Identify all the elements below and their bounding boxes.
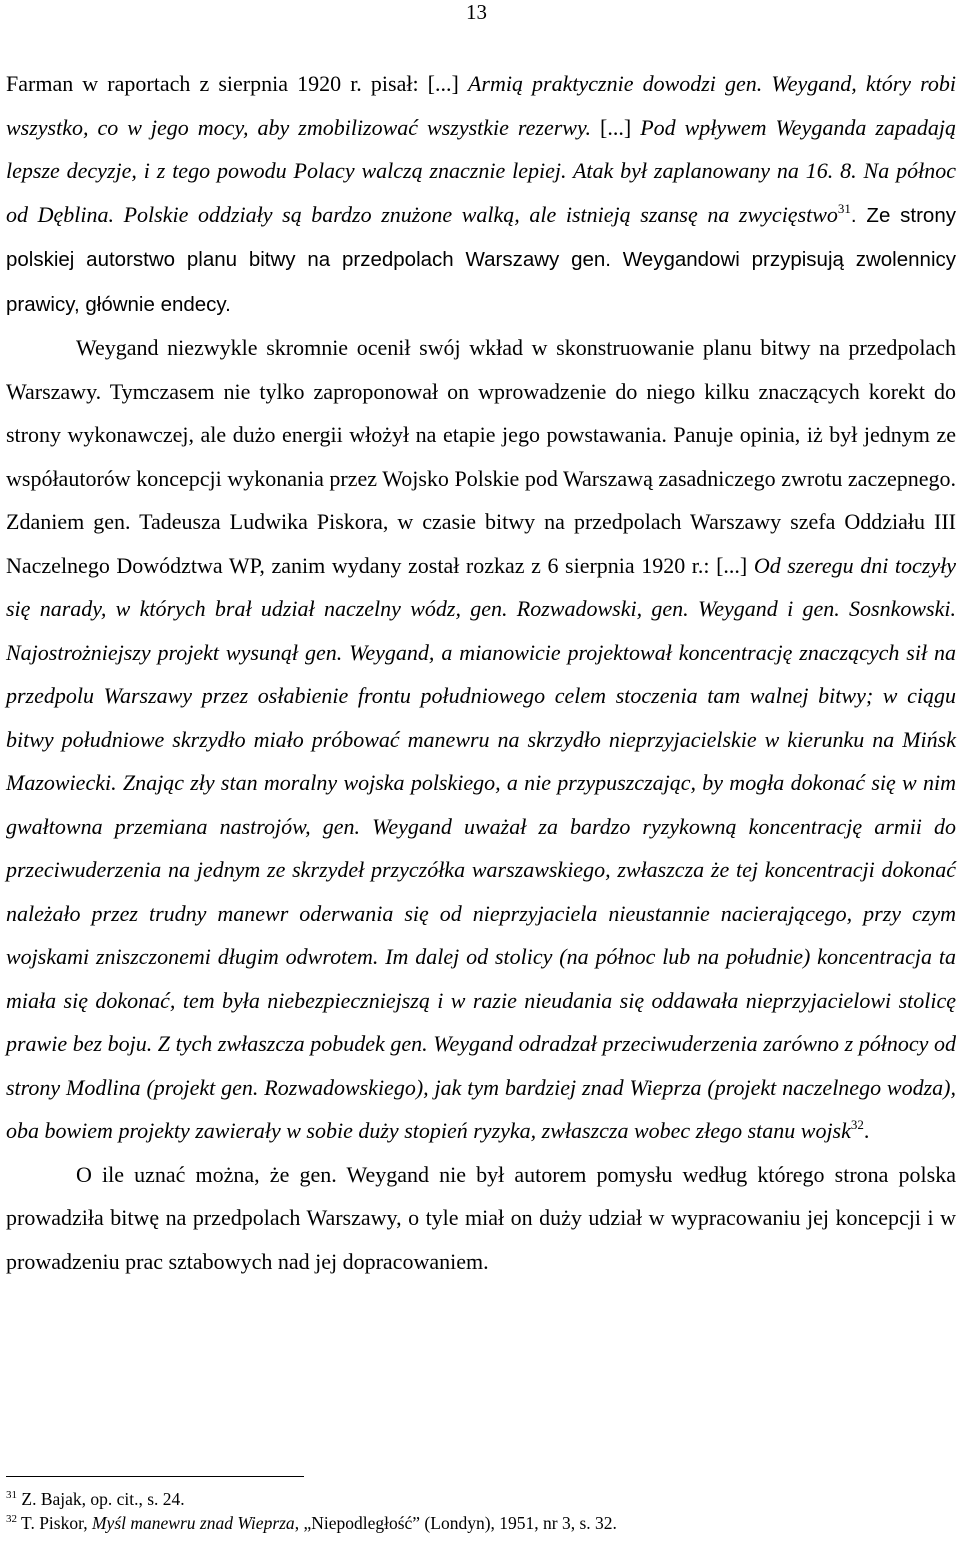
footnote-number: 31	[6, 1489, 17, 1501]
text-run: [...]	[591, 114, 641, 140]
footnote-text: , „Niepodległość” (Londyn), 1951, nr 3, s. 32.	[294, 1513, 617, 1533]
footnote-number: 32	[6, 1513, 17, 1525]
body-text	[6, 62, 956, 1283]
footnote-text: T. Piskor,	[17, 1513, 92, 1533]
footnote-ref-31: 31	[837, 200, 851, 216]
footnote-separator	[6, 1476, 304, 1477]
paragraph-farman-report	[6, 62, 956, 326]
paragraph-conclusion	[6, 1153, 956, 1284]
footnote-31	[6, 1487, 956, 1511]
quote-italic: Pod wpływem Weyganda zapadają lepsze decyzje, i z tego powodu Polacy walczą znacznie lepiej. Atak był zaplanowany na 16. 8. Na północ od Dęblina. Polskie oddziały są bardzo znużone walką, ale istnieją szansę na zwycięstwo	[6, 114, 956, 227]
text-run: .	[863, 1118, 870, 1143]
footnote-text: Z. Bajak, op. cit., s. 24.	[17, 1489, 185, 1509]
quote-italic: Od szeregu dni toczyły się narady, w których brał udział naczelny wódz, gen. Rozwadowski, gen. Weygand i gen. Sosnkowski. Najostrożniejszy projekt wysunął gen. Weygand, a mianowicie projektował koncentrację znaczących sił na przedpolu Warszawy przez osłabienie frontu południowego celem stoczenia tam walnej bitwy; w ciągu bitwy południowe skrzydło miało próbować manewru na skrzydło nieprzyjacielskie w kierunku na Mińsk Mazowiecki. Znając zły stan moralny wojska polskiego, a nie przypuszczając, by mogła dokonać się w nim gwałtowna przemiana nastrojów, gen. Weygand uważał za bardzo ryzykowną koncentrację armii do przeciwuderzenia na jednym ze skrzydeł przyczółka warszawskiego, zwłaszcza że tej koncentracji dokonać należało przez trudny manewr oderwania się od nieprzyjaciela nieustannie nacierającego, przy czym wojskami zniszczonemi długim odwrotem. Im dalej od stolicy (na północ lub na południe) koncentracja ta miała się dokonać, tem była niebezpieczniejszą i w razie nieudania się oddawała nieprzyjacielowi stolicę prawie bez boju. Z tych zwłaszcza pobudek gen. Weygand odradzał przeciwuderzenia zarówno z północy od strony Modlina (projekt gen. Rozwadowskiego), jak tym bardziej znad Wieprza (projekt naczelnego wodza), oba bowiem projekty zawierały w sobie duży stopień ryzyka, zwłaszcza wobec złego stanu wojsk	[6, 552, 956, 1143]
footnote-32	[6, 1511, 956, 1535]
page-number: 13	[466, 0, 487, 24]
footnote-ref-32: 32	[850, 1117, 864, 1132]
text-run: O ile uznać można, że gen. Weygand nie był autorem pomysłu według którego strona polska prowadziła bitwę na przedpolach Warszawy, o tyle miał on duży udział w wypracowaniu jej koncepcji i w prowadzeniu prac sztabowych nad jej dopracowaniem.	[6, 1161, 956, 1274]
footnote-title: Myśl manewru znad Wieprza	[91, 1513, 295, 1533]
text-run-sans: . Ze strony polskiej autorstwo planu bitwy na przedpolach Warszawy gen. Weygandowi przypisują zwolennicy prawicy, głównie endecy.	[6, 203, 956, 316]
paragraph-weygand-contribution	[6, 326, 956, 1153]
text-run: Farman w raportach z sierpnia 1920 r. pisał: [...]	[6, 71, 468, 96]
text-run: Weygand niezwykle skromnie ocenił swój wkład w skonstruowanie planu bitwy na przedpolach Warszawy. Tymczasem nie tylko zaproponował on wprowadzenie do niego kilku znaczących korekt do strony wykonawczej, ale dużo energii włożył na etapie jego powstawania. Panuje opinia, iż był jednym ze współautorów koncepcji wykonania przez Wojsko Polskie pod Warszawą zasadniczego zwrotu zaczepnego. Zdaniem gen. Tadeusza Ludwika Piskora, w czasie bitwy na przedpolach Warszawy szefa Oddziału III Naczelnego Dowództwa WP, zanim wydany został rozkaz z 6 sierpnia 1920 r.: [...]	[6, 335, 956, 578]
footnotes	[6, 1487, 956, 1535]
quote-italic: Armią praktycznie dowodzi gen. Weygand, który robi wszystko, co w jego mocy, aby zmobilizować wszystkie rezerwy.	[6, 71, 957, 140]
